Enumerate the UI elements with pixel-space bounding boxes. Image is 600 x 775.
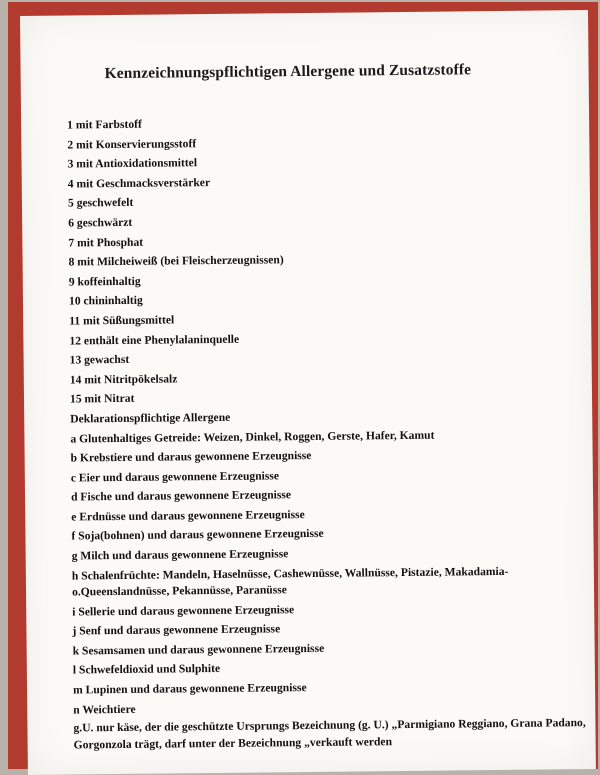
list-item: b Krebstiere und daraus gewonnene Erzeugnisse [70, 449, 312, 465]
allergen-list [67, 110, 594, 754]
document-title: Kennzeichnungspflichtigen Allergene und Zusatzstoffe [104, 61, 472, 83]
list-item: i Sellerie und daraus gewonnene Erzeugnisse [72, 602, 295, 619]
list-item: 15 mit Nitrat [69, 392, 135, 406]
list-item: c Eier und daraus gewonnene Erzeugnisse [70, 469, 280, 485]
list-item: g Milch und daraus gewonnene Erzeugnisse [71, 547, 289, 563]
list-item: 8 mit Milcheiweiß (bei Fleischerzeugnissen) [68, 253, 284, 269]
list-item: 3 mit Antioxidationsmittel [67, 156, 198, 171]
list-item: l Schwefeldioxid und Sulphite [72, 662, 221, 677]
list-item: a Glutenhaltiges Getreide: Weizen, Dinkel, Roggen, Gerste, Hafer, Kamut [70, 428, 435, 445]
list-item: 13 gewachst [69, 353, 130, 367]
list-item: d Fische und daraus gewonnene Erzeugnisse [70, 488, 292, 504]
list-item: m Lupinen und daraus gewonnene Erzeugnisse [72, 681, 307, 697]
list-item: 1 mit Farbstoff [67, 117, 142, 132]
footnote: g.U. nur käse, der die geschützte Ursprungs Bezeichnung (g. U.) „Parmigiano Reggiano, Grana Padano, Gorgonzola trägt, darf unter der Bezeichnung „verkauft werden [73, 716, 586, 752]
list-item: j Senf und daraus gewonnene Erzeugnisse [72, 622, 281, 638]
red-folder-background [8, 2, 598, 769]
list-item: 12 enthält eine Phenylalaninquelle [69, 332, 240, 348]
list-item: 11 mit Süßungsmittel [69, 313, 175, 328]
list-item: k Sesamsamen und daraus gewonnene Erzeugnisse [72, 641, 325, 658]
list-item: h Schalenfrüchte: Mandeln, Haselnüsse, Cashewnüsse, Wallnüsse, Pistazie, Makadamia-o.Queenslandnüsse, Pekannüsse, Paranüsse [71, 564, 509, 599]
section-heading: Deklarationspflichtige Allergene [70, 410, 231, 426]
paper-sheet [20, 10, 596, 775]
list-item: e Erdnüsse und daraus gewonnene Erzeugnisse [71, 507, 305, 524]
list-item: 6 geschwärzt [68, 215, 133, 230]
list-item: 9 koffeinhaltig [68, 274, 141, 289]
list-item: 2 mit Konservierungsstoff [67, 136, 197, 152]
list-item: 5 geschwefelt [67, 196, 134, 210]
list-item: f Soja(bohnen) und daraus gewonnene Erzeugnisse [71, 527, 324, 543]
list-item: 14 mit Nitritpökelsalz [69, 372, 178, 387]
list-item: 7 mit Phosphat [68, 235, 144, 250]
list-item: 4 mit Geschmacksverstärker [67, 175, 211, 191]
list-item: 10 chininhaltig [68, 294, 143, 308]
list-item: n Weichtiere [73, 702, 136, 717]
